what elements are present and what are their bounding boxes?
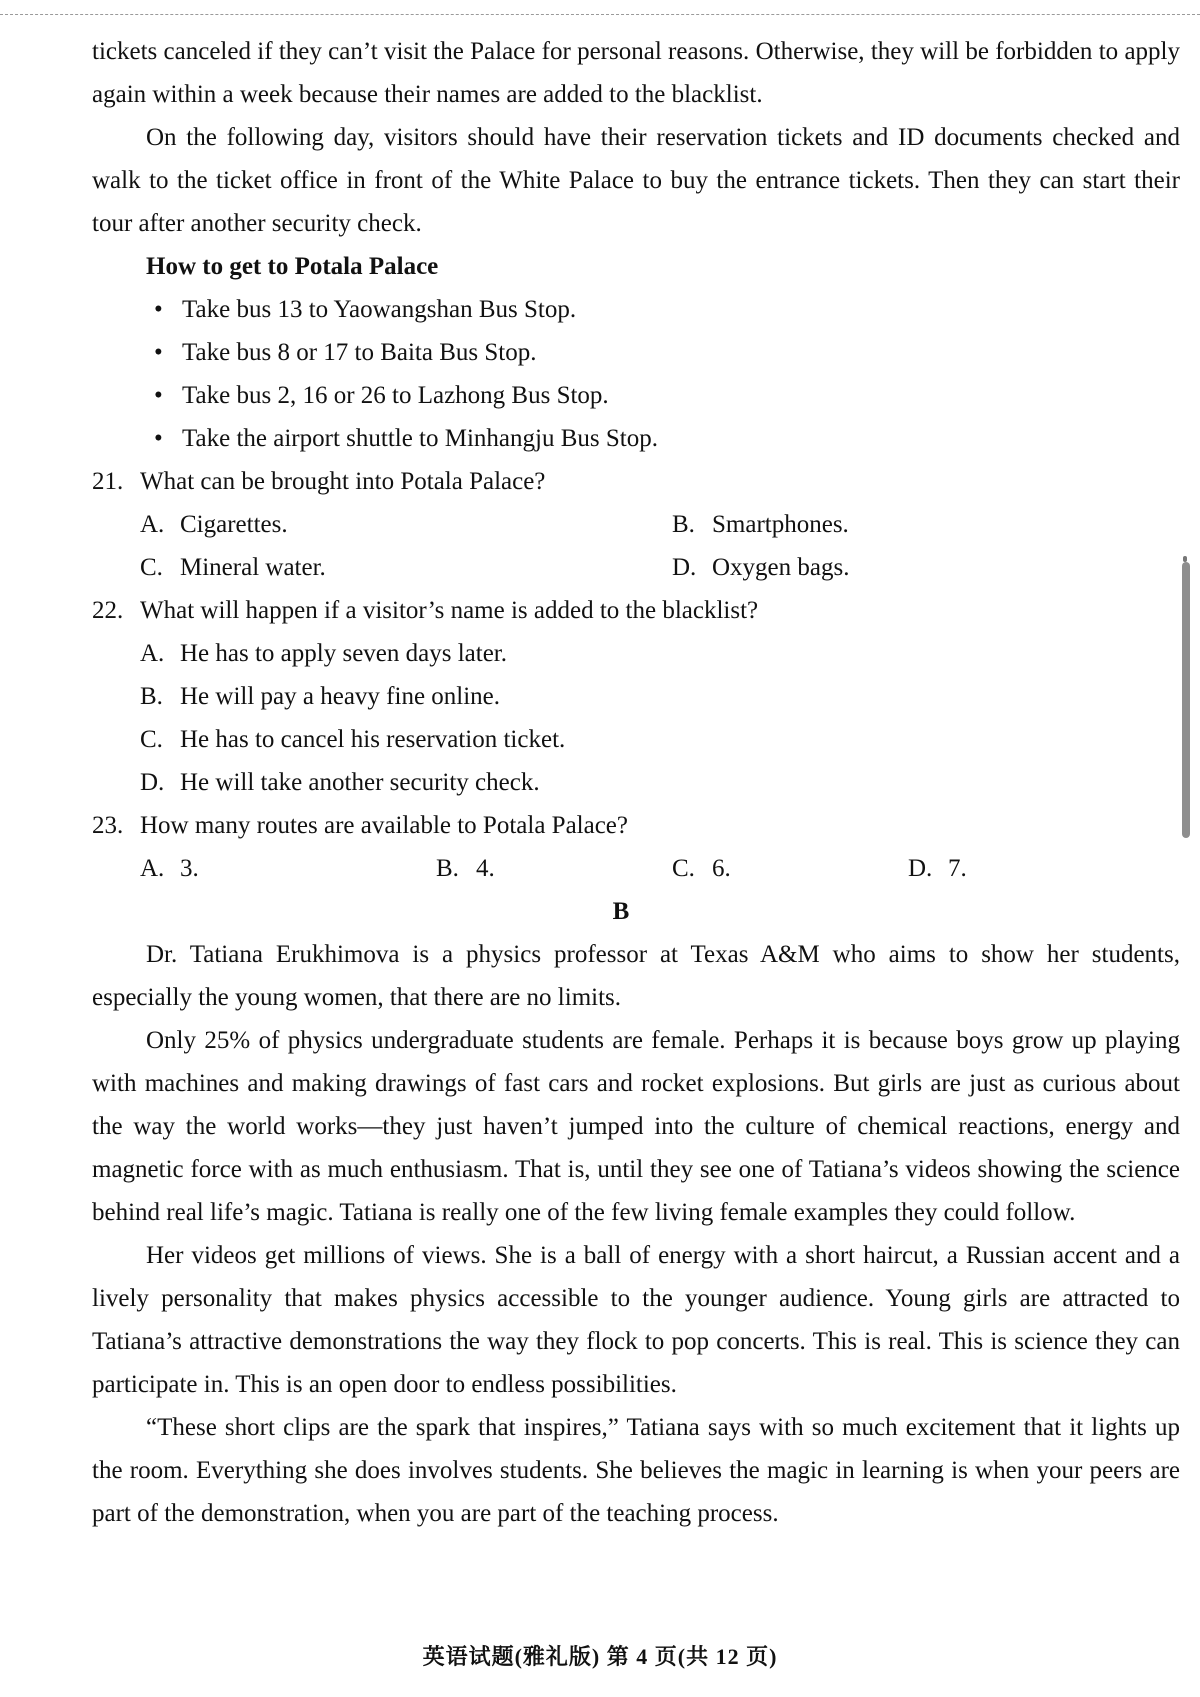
bullet-icon: • — [154, 339, 163, 366]
option-text: He has to cancel his reservation ticket. — [180, 726, 566, 753]
question-text: What can be brought into Potala Palace? — [140, 468, 546, 495]
bullet-icon: • — [154, 296, 163, 323]
option-b — [672, 503, 1180, 546]
option-text: 6. — [712, 855, 731, 882]
option-letter: A. — [140, 855, 165, 882]
list-item — [154, 417, 1180, 460]
option-text: Cigarettes. — [180, 511, 288, 538]
option-text: He has to apply seven days later. — [180, 640, 507, 667]
option-b — [140, 675, 1180, 718]
question-21 — [92, 460, 1180, 503]
option-letter: B. — [140, 683, 163, 710]
option-letter: A. — [140, 511, 165, 538]
option-text: 3. — [180, 855, 199, 882]
route-list — [92, 288, 1180, 460]
question-number: 22. — [92, 597, 124, 624]
passage-a-paragraph-1: tickets canceled if they can’t visit the Palace for personal reasons. Otherwise, they will be forbidden to apply again within a week because their names are added to the blacklist. — [92, 38, 1180, 108]
option-letter: C. — [672, 855, 695, 882]
question-number: 23. — [92, 812, 124, 839]
passage-b-paragraph-4: “These short clips are the spark that inspires,” Tatiana says with so much excitement that it lights up the room. Everything she does involves students. She believes the magic in learning is when your peers are part of the demonstration, when you are part of the teaching process. — [92, 1414, 1180, 1527]
option-a — [140, 847, 436, 890]
bullet-icon: • — [154, 382, 163, 409]
option-text: Mineral water. — [180, 554, 326, 581]
option-a — [140, 503, 672, 546]
question-23 — [92, 804, 1180, 847]
option-letter: C. — [140, 554, 163, 581]
list-item — [154, 331, 1180, 374]
question-23-options — [92, 847, 1180, 890]
passage-b-paragraph-1: Dr. Tatiana Erukhimova is a physics professor at Texas A&M who aims to show her students, especially the young women, that there are no limits. — [92, 941, 1180, 1011]
question-22 — [92, 589, 1180, 632]
option-text: 7. — [948, 855, 967, 882]
route-text: Take bus 8 or 17 to Baita Bus Stop. — [182, 339, 537, 366]
option-text: 4. — [476, 855, 495, 882]
scrollbar-thumb[interactable] — [1182, 562, 1190, 838]
option-letter: B. — [672, 511, 695, 538]
top-divider — [0, 14, 1200, 15]
option-d — [908, 847, 1148, 890]
option-text: Oxygen bags. — [712, 554, 850, 581]
bullet-icon: • — [154, 425, 163, 452]
option-letter: D. — [672, 554, 697, 581]
passage-a-paragraph-2: On the following day, visitors should have their reservation tickets and ID documents checked and walk to the ticket office in front of the White Palace to buy the entrance tickets. Then they can start their tour after another security check. — [92, 124, 1180, 237]
option-c — [140, 718, 1180, 761]
passage-b-paragraph-2: Only 25% of physics undergraduate students are female. Perhaps it is because boys grow up playing with machines and making drawings of fast cars and rocket explosions. But girls are just as curious about the way the world works—they just haven’t jumped into the culture of chemical reactions, energy and magnetic force with as much enthusiasm. That is, until they see one of Tatiana’s videos showing the science behind real life’s magic. Tatiana is really one of the few living female examples they could follow. — [92, 1027, 1180, 1226]
question-text: What will happen if a visitor’s name is added to the blacklist? — [140, 597, 759, 624]
route-text: Take bus 13 to Yaowangshan Bus Stop. — [182, 296, 577, 323]
list-item — [154, 288, 1180, 331]
exam-page — [92, 30, 1180, 1535]
list-item — [154, 374, 1180, 417]
question-text: How many routes are available to Potala Palace? — [140, 812, 629, 839]
option-c — [140, 546, 672, 589]
page-footer: 英语试题(雅礼版) 第 4 页(共 12 页) — [422, 1644, 778, 1669]
option-text: Smartphones. — [712, 511, 849, 538]
option-b — [436, 847, 672, 890]
option-a — [140, 632, 1180, 675]
option-letter: C. — [140, 726, 163, 753]
route-heading: How to get to Potala Palace — [146, 253, 439, 280]
option-c — [672, 847, 908, 890]
option-letter: D. — [140, 769, 165, 796]
option-text: He will pay a heavy fine online. — [180, 683, 501, 710]
option-text: He will take another security check. — [180, 769, 540, 796]
section-b-heading: B — [612, 898, 630, 925]
option-letter: D. — [908, 855, 933, 882]
option-letter: B. — [436, 855, 459, 882]
question-21-options — [92, 503, 1180, 589]
question-22-options — [92, 632, 1180, 804]
question-number: 21. — [92, 468, 124, 495]
route-text: Take the airport shuttle to Minhangju Bus Stop. — [182, 425, 658, 452]
option-d — [140, 761, 1180, 804]
option-letter: A. — [140, 640, 165, 667]
option-d — [672, 546, 1180, 589]
route-text: Take bus 2, 16 or 26 to Lazhong Bus Stop. — [182, 382, 609, 409]
passage-b-paragraph-3: Her videos get millions of views. She is a ball of energy with a short haircut, a Russian accent and a lively personality that makes physics accessible to the younger audience. Young girls are attracted to Tatiana’s attractive demonstrations the way they flock to pop concerts. This is real. This is science they can participate in. This is an open door to endless possibilities. — [92, 1242, 1180, 1398]
